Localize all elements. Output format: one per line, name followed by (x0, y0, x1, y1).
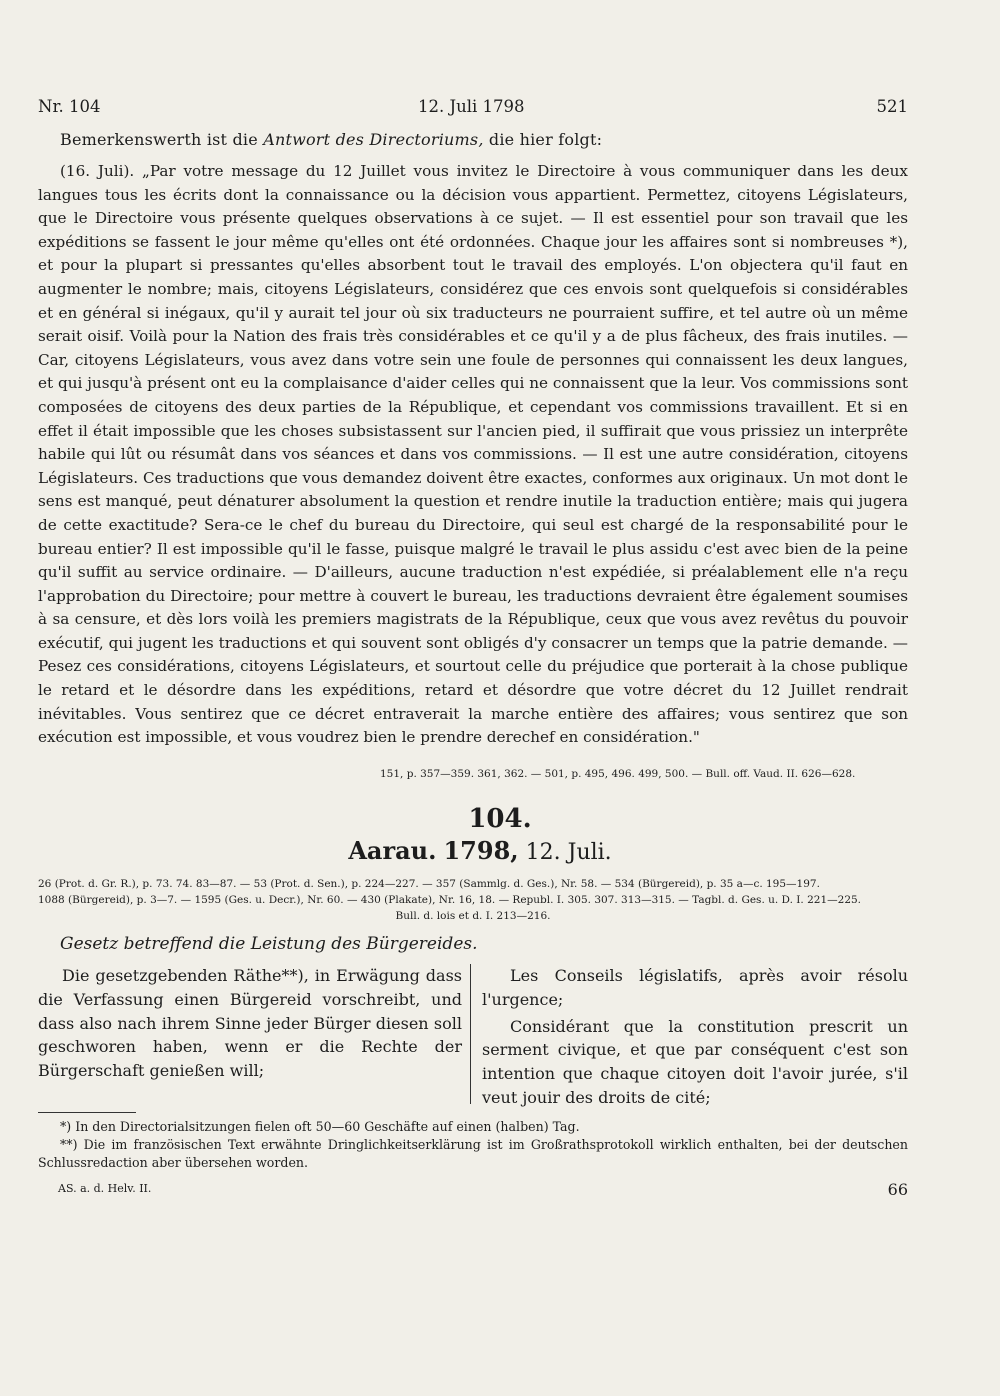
intro-text-after: die hier folgt: (483, 130, 603, 149)
intro-italic: Antwort des Directoriums, (263, 130, 484, 149)
footnote: *) In den Directorialsitzungen fielen oft 50—60 Geschäfte auf einen (halben) Tag. (60, 1119, 580, 1134)
french-paragraph: Les Conseils législatifs, après avoir résolu l'urgence; (482, 966, 908, 1009)
french-paragraph: Considérant que la constitution prescrit un serment civique, et que par conséquent c'est son intention que chaque citoyen doit l'avoir jurée, s'il veut jouir des droits de cité; (482, 1016, 908, 1107)
running-header (38, 97, 908, 121)
document-place-date (0, 836, 960, 865)
directorium-reply (38, 160, 908, 750)
series-signature: AS. a. d. Helv. II. (58, 1182, 152, 1195)
intro-line (60, 130, 602, 149)
german-paragraph: Die gesetzgebenden Räthe**), in Erwägung dass die Verfassung einen Bürgereid vorschreibt, und dass also nach ihrem Sinne jeder Bürger diesen soll geschworen haben, wenn er die Rechte der Bürgerschaft genießen will; (38, 966, 462, 1081)
document-sources (38, 876, 908, 924)
document-year: 1798, (443, 836, 519, 865)
footnote: **) Die im französischen Text erwähnte Dringlichkeitserklärung ist im Großrathsprotokoll wirklich enthalten, bei der deutschen Schlussredaction aber übersehen worden. (38, 1137, 908, 1170)
document-place: Aarau. (348, 836, 437, 865)
french-column (482, 964, 908, 1113)
sources-line: 1088 (Bürgereid), p. 3—7. — 1595 (Ges. u. Decr.), Nr. 60. — 430 (Plakate), Nr. 16, 18. — Republ. I. 305. 307. 313—315. — Tagbl. d. Ges. u. D. I. 221—225. (38, 894, 862, 906)
quote-paragraph: (16. Juli). „Par votre message du 12 Juillet vous invitez le Directoire à vous communiquer dans les deux langues tous les écrits dont la connaissance ou la décision vous appartient. Permettez, citoyens Législateurs, que le Directoire vous présente quelques observations à ce sujet. — Il est essentiel pour son travail que les expéditions se fassent le jour même qu'elles ont été ordonnées. Chaque jour les affaires sont si nombreuses *), et pour la plupart si pressantes qu'elles absorbent tout le travail des employés. L'on objectera qu'il faut en augmenter le nombre; mais, citoyens Législateurs, considérez que ces envois sont quelquefois si considérables et en général si inégaux, qu'il y aurait tel jour où six traducteurs ne pourraient suffire, et tel autre où un même serait oisif. Voilà pour la Nation des frais très considérables et ce qu'il y a de plus fâcheux, des frais inutiles. — Car, citoyens Législateurs, vous avez dans votre sein une foule de personnes qui connaissent les deux langues, et qui jusqu'à présent ont eu la complaisance d'aider celles qui ne connaissent que la leur. Vos commissions sont composées de citoyens des deux parties de la République, et cependant vos commissions travaillent. Et si en effet il était impossible que les choses subsistassent sur l'ancien pied, il suffirait que vous prissiez un interprête habile qui lût ou résumât dans vos séances et dans vos commissions. — Il est une autre considération, citoyens Législateurs. Ces traductions que vous demandez doivent être exactes, conformes aux originaux. Un mot dont le sens est manqué, peut dénaturer absolument la question et rendre inutile la traduction entière; mais qui jugera de cette exactitude? Sera-ce le chef du bureau du Directoire, qui seul est chargé de la responsabilité pour le bureau entier? Il est impossible qu'il le fasse, puisque malgré le travail le plus assidu c'est avec bien de la peine qu'il suffit au service ordinaire. — D'ailleurs, aucune traduction n'est expédiée, si préalablement elle n'a reçu l'approbation du Directoire; pour mettre à couvert le bureau, les traductions devraient être également soumises à sa censure, et dès lors voilà les premiers magistrats de la République, ceux que vous avez revêtus du pouvoir exécutif, qui jugent les traductions et qui souvent sont obligés d'y consacrer un temps que la patrie demande. — Pesez ces considérations, citoyens Législateurs, et sourtout celle du préjudice que porterait à la chose publique le retard et le désordre dans les expéditions, retard et désordre que votre décret du 12 Juillet rendrait inévitables. Vous sentirez que ce décret entraverait la marche entière des affaires; vous sentirez que son exécution est impossible, et vous voudrez bien le prendre derechef en considération." (38, 162, 908, 747)
german-column (38, 964, 462, 1083)
sheet-number: 66 (887, 1180, 908, 1199)
footnote-rule (38, 1112, 136, 1113)
document-day: 12. Juli. (525, 840, 612, 865)
sources-line: 26 (Prot. d. Gr. R.), p. 73. 74. 83—87. — 53 (Prot. d. Sen.), p. 224—227. — 357 (Sammlg. d. Ges.), Nr. 58. — 534 (Bürgereid), p. 35 a—c. 195—197. (38, 878, 820, 890)
column-divider (470, 964, 471, 1104)
page-footer (38, 1180, 908, 1204)
law-title: Gesetz betreffend die Leistung des Bürgereides. (60, 934, 478, 954)
header-document-number: Nr. 104 (38, 97, 101, 116)
page-number: 521 (876, 97, 908, 116)
intro-text-before: Bemerkenswerth ist die (60, 130, 264, 149)
quote-source-reference: 151, p. 357—359. 361, 362. — 501, p. 495, 496. 499, 500. — Bull. off. Vaud. II. 626—628. (380, 768, 856, 780)
header-date: 12. Juli 1798 (418, 97, 525, 116)
bilingual-columns (38, 964, 908, 1114)
document-number: 104. (468, 804, 532, 834)
footnotes (38, 1118, 908, 1172)
sources-line: Bull. d. lois et d. I. 213—216. (395, 910, 551, 922)
